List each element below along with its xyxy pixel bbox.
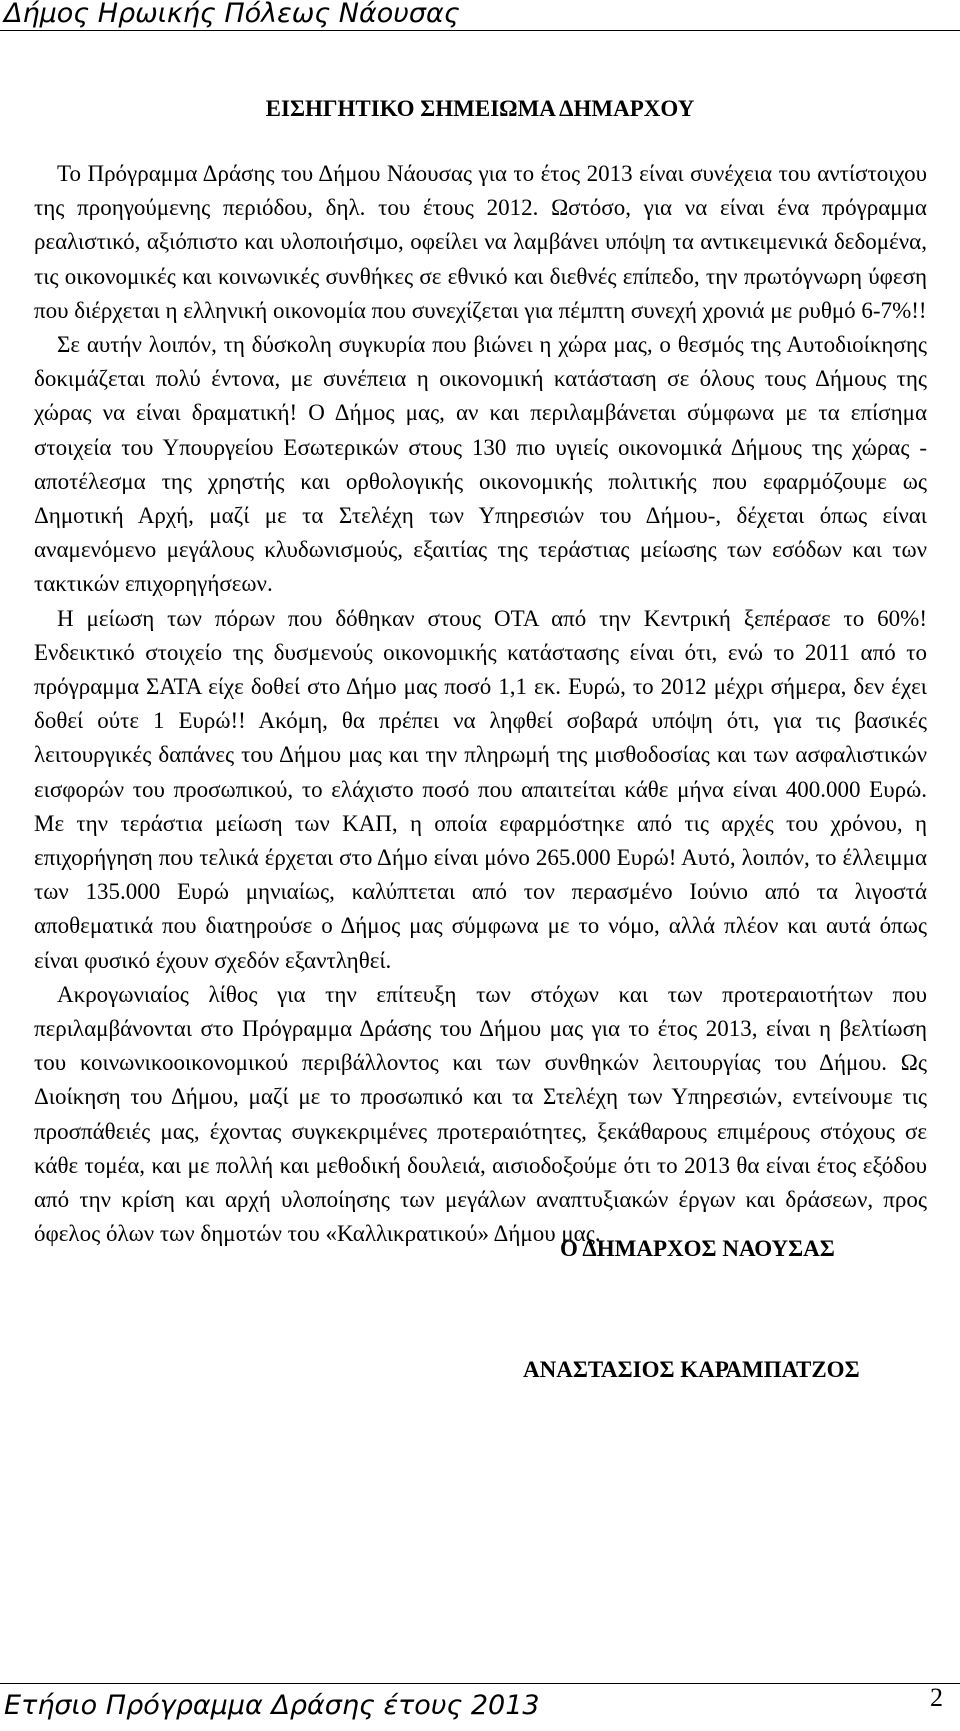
document-heading: ΕΙΣΗΓΗΤΙΚΟ ΣΗΜΕΙΩΜΑ ΔΗΜΑΡΧΟΥ [265,96,695,121]
signature-title: Ο ΔΗΜΑΡΧΟΣ ΝΑΟΥΣΑΣ [560,1236,835,1261]
page-header-title: Δήμος Ηρωικής Πόλεως Νάουσας [4,0,460,29]
footer-divider [0,1683,960,1684]
header-divider [0,30,960,31]
paragraph-intro: Το Πρόγραμμα Δράσης του Δήμου Νάουσας για το έτος 2013 είναι συνέχεια του αντίστοιχου της προηγούμενης περιόδου, δηλ. του έτους 2012. Ωστόσο, για να είναι ένα πρόγραμμα ρεαλιστικό, αξιόπιστο και υλοποιήσιμο, οφείλει να λαμβάνει υπόψη τα αντικειμενικά δεδομένα, τις οικονομικές και κοινωνικές συνθήκες σε εθνικό και διεθνές επίπεδο, την πρωτόγνωρη ύφεση που διέρχεται η ελληνική οικονομία που συνεχίζεται για πέμπτη συνεχή χρονιά με ρυθμό 6-7%!! [34,161,927,323]
paragraph-funding: Η μείωση των πόρων που δόθηκαν στους ΟΤΑ από την Κεντρική ξεπέρασε το 60%! Ενδεικτικό στοιχείο της δυσμενούς οικονομικής κατάστασης είναι ότι, ενώ το 2011 από το πρόγραμμα ΣΑΤΑ είχε δοθεί στο Δήμο μας ποσό 1,1 εκ. Ευρώ, το 2012 μέχρι σήμερα, δεν έχει δοθεί ούτε 1 Ευρώ!! Ακόμη, θα πρέπει να ληφθεί σοβαρά υπόψη ότι, για τις βασικές λειτουργικές δαπάνες του Δήμου μας και την πληρωμή της μισθοδοσίας και των ασφαλιστικών εισφορών του προσωπικού, το ελάχιστο ποσό που απαιτείται κάθε μήνα είναι 400.000 Ευρώ. Με την τεράστια μείωση των ΚΑΠ, η οποία εφαρμόστηκε από τις αρχές του χρόνου, η επιχορήγηση που τελικά έρχεται στο Δήμο είναι μόνο 265.000 Ευρώ! Αυτό, λοιπόν, το έλλειμμα των 135.000 Ευρώ μηνιαίως, καλύπτεται από τον περασμένο Ιούνιο από τα λιγοστά αποθεματικά που διατηρούσε ο Δήμος μας σύμφωνα με το νόμο, αλλά πλέον και αυτά όπως είναι φυσικό έχουν σχεδόν εξαντληθεί. [34,605,927,973]
page-number: 2 [930,1683,943,1712]
page-footer-title: Ετήσιο Πρόγραμμα Δράσης έτους 2013 [4,1690,540,1721]
signature-name: ΑΝΑΣΤΑΣΙΟΣ ΚΑΡΑΜΠΑΤΖΟΣ [523,1357,860,1382]
document-body [34,157,927,1252]
paragraph-goals: Ακρογωνιαίος λίθος για την επίτευξη των στόχων και των προτεραιοτήτων που περιλαμβάνονται στο Πρόγραμμα Δράσης του Δήμου μας για το έτος 2013, είναι η βελτίωση του κοινωνικοοικονομικού περιβάλλοντος και των συνθηκών λειτουργίας του Δήμου. Ως Διοίκηση του Δήμου, μαζί με το προσωπικό και τα Στελέχη των Υπηρεσιών, εντείνουμε τις προσπάθειές μας, έχοντας συγκεκριμένες προτεραιότητες, ξεκάθαρους επιμέρους στόχους σε κάθε τομέα, και με πολλή και μεθοδική δουλειά, αισιοδοξούμε ότι το 2013 θα είναι έτος εξόδου από την κρίση και αρχή υλοποίησης των μεγάλων αναπτυξιακών έργων και δράσεων, προς όφελος όλων των δημοτών του «Καλλικρατικού» Δήμου μας. [34,981,927,1247]
paragraph-crisis: Σε αυτήν λοιπόν, τη δύσκολη συγκυρία που βιώνει η χώρα μας, ο θεσμός της Αυτοδιοίκησης δοκιμάζεται πολύ έντονα, με συνέπεια η οικονομική κατάσταση σε όλους τους Δήμους της χώρας να είναι δραματική! Ο Δήμος μας, αν και περιλαμβάνεται σύμφωνα με τα επίσημα στοιχεία του Υπουργείου Εσωτερικών στους 130 πιο υγιείς οικονομικά Δήμους της χώρας - αποτέλεσμα της χρηστής και ορθολογικής οικονομικής πολιτικής που εφαρμόζουμε ως Δημοτική Αρχή, μαζί με τα Στελέχη των Υπηρεσιών του Δήμου-, δέχεται όπως είναι αναμενόμενο μεγάλους κλυδωνισμούς, εξαιτίας της τεράστιας μείωσης των εσόδων και των τακτικών επιχορηγήσεων. [34,332,927,597]
